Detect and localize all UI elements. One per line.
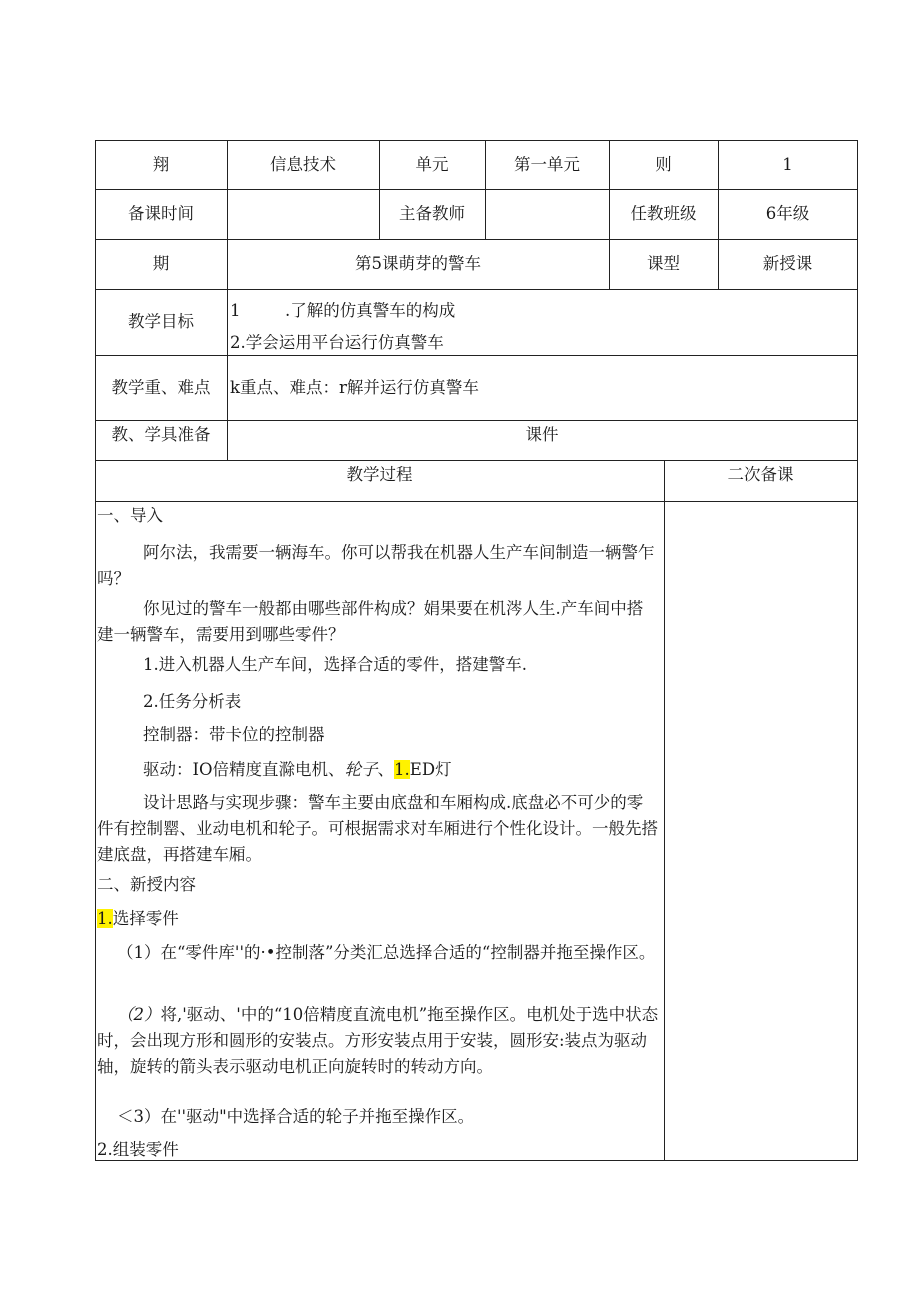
objective-1-number: 1 (230, 301, 241, 320)
class-label: 任教班级 (630, 204, 697, 223)
col-divider (664, 460, 665, 1160)
objectives-label: 教学目标 (128, 312, 194, 331)
controller-line: 控制器：带卡位的控制器 (143, 725, 325, 744)
select-parts-heading (97, 906, 179, 932)
topic-label: 期 (152, 254, 170, 273)
row-divider (95, 460, 858, 461)
col-divider (227, 140, 228, 460)
unit-value: 第一单元 (514, 155, 580, 174)
lesson-title: 第5课萌芽的警车 (355, 254, 481, 273)
row-divider (95, 289, 858, 290)
drive-line (143, 757, 452, 783)
row-divider (95, 239, 858, 240)
wheel-text: 轮子 (344, 760, 378, 779)
row-divider (95, 355, 858, 356)
intro-paragraph-1: 阿尔法，我需要一辆海车。你可以帮我在机器人生产车间制造一辆警乍吗？ (97, 543, 655, 588)
select-controller-step: （1）在“零件库''的·•控制落”分类汇总选择合适的“控制器并拖至操作区。 (117, 943, 656, 962)
select-wheel-step: ＜3）在''驱动"中选择合适的轮子并拖至操作区。 (117, 1107, 475, 1126)
led-text: ED灯 (409, 760, 452, 779)
table-border-right (857, 140, 858, 1161)
row-divider (95, 501, 858, 502)
select-motor-step (97, 1002, 659, 1080)
materials-value: 课件 (525, 425, 559, 444)
materials-label: 教、学具准备 (111, 425, 211, 444)
table-border-left (95, 140, 96, 1161)
lead-teacher-label: 主备教师 (399, 204, 465, 223)
table-border-bottom (95, 1160, 858, 1161)
drive-line-text: 驱动：IO倍精度直滁电机、 (143, 760, 345, 779)
highlighted-step-number: 1. (97, 909, 113, 928)
secondary-prep-title: 二次备课 (727, 465, 794, 484)
teaching-process-title: 教学过程 (346, 465, 413, 484)
step-task-analysis: 2.任务分析表 (143, 692, 242, 711)
key-points-text: k重点、难点：r解并运行仿真警车 (230, 378, 479, 397)
row-divider (95, 420, 858, 421)
table-border-top (95, 140, 858, 141)
lesson-type-label: 课型 (647, 254, 680, 273)
step-enter-workshop: 1.进入机器人生产车间，选择合适的零件，搭建警车. (143, 655, 527, 674)
motor-step-number: （2） (117, 1005, 161, 1024)
assemble-parts-heading: 2.组装零件 (97, 1140, 179, 1159)
select-parts-text: 选择零件 (112, 909, 179, 928)
lesson-type-value: 新授课 (762, 254, 813, 273)
section-intro-heading: 一、导入 (97, 506, 163, 525)
design-steps-paragraph: 设计思路与实现步骤：警车主要由底盘和车厢构成.底盘必不可少的零件有控制罂、业动电机和轮子。可根据需求对车厢进行个性化设计。一般先搭建底盘，再搭建车厢。 (97, 793, 658, 864)
unit-label: 单元 (415, 155, 449, 174)
section-new-content-heading: 二、新授内容 (97, 875, 196, 894)
key-points-label: 教学重、难点 (111, 378, 211, 397)
objective-1: .了解的仿真警车的构成 (285, 301, 456, 320)
subject-label: 翔 (152, 155, 170, 174)
motor-step-text: 将,'驱动、'中的“10倍精度直流电机”拖至操作区。电机处于选中状态时，会出现方形和圆形的安装点。方形安装点用于安装，圆形安:装点为驱动轴，旋转的箭头表示驱动电机正向旋转时的转动方向。 (97, 1005, 659, 1076)
period-value: 1 (782, 155, 793, 174)
drive-separator: 、 (377, 760, 395, 779)
row-divider (95, 189, 858, 190)
period-label: 则 (655, 155, 672, 174)
highlighted-number: 1. (394, 760, 410, 779)
prep-time-label: 备课时间 (128, 204, 194, 223)
class-value: 6年级 (765, 204, 810, 223)
subject-value: 信息技术 (270, 155, 336, 174)
objective-2: 2.学会运用平台运行仿真警车 (230, 333, 444, 352)
intro-paragraph-2: 你见过的警车一般都由哪些部件构成？娟果要在机涔人生.产车间中搭建一辆警车，需要用到哪些零件？ (97, 599, 644, 644)
